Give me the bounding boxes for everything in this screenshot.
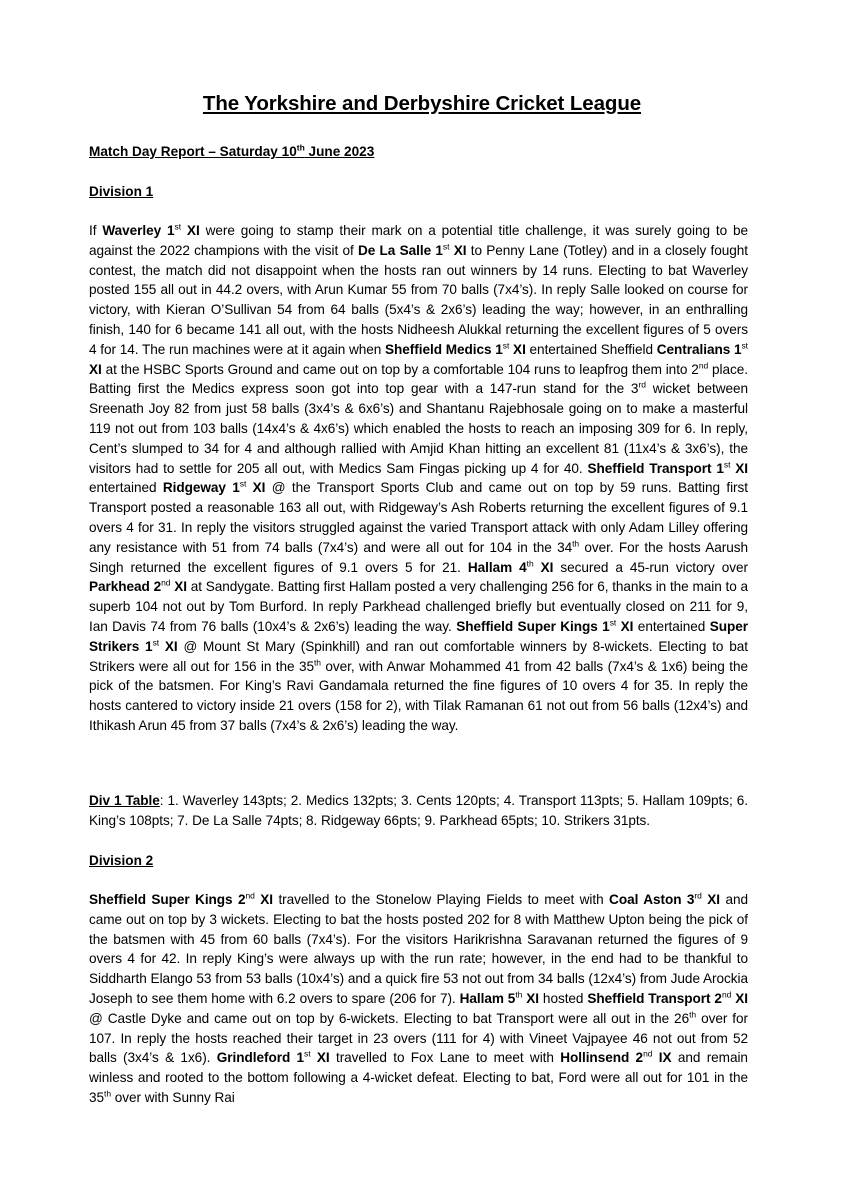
bold-team-name: XI	[730, 460, 748, 476]
ordinal-suffix: nd	[721, 989, 732, 1000]
bold-team-name: Sheffield Transport 2	[587, 990, 722, 1006]
report-text: travelled to Fox Lane to meet with	[329, 1050, 561, 1066]
ordinal-suffix: st	[502, 340, 510, 351]
division1-table-text: : 1. Waverley 143pts; 2. Medics 132pts; 3. Cents 120pts; 4. Transport 113pts; 5. Hallam 109pts; 6. King’s 108pts; 7. De La Salle 74pts; 8. Ridgeway 66pts; 9. Parkhead 65pts; 10. Strikers 31pts.	[89, 793, 748, 828]
bold-team-name: Grindleford 1	[216, 1050, 305, 1066]
bold-team-name: XI	[170, 579, 187, 595]
report-text: over with Sunny Rai	[111, 1089, 235, 1105]
ordinal-suffix: st	[304, 1048, 311, 1059]
bold-team-name: Hallam 5	[459, 990, 516, 1006]
report-text: were going to stamp their mark on a potential title challenge, it was surely going to be against the 2022 champions with the visit of	[89, 223, 748, 258]
ordinal-suffix: th	[515, 989, 523, 1000]
report-text: to Penny Lane (Totley) and in a closely fought contest, the match did not disappoint when the hosts ran out winners by 14 runs. Electing to bat Waverley posted 155 all out in 44.2 overs, with Arun Kumar 55 from 70 balls (7x4’s). In reply Salle looked on course for victory, with Kieran O’Sullivan 54 from 64 balls (5x4’s & 2x6’s) leading the way; however, in an enthralling finish, 140 for 6 became 141 all out, with the hosts Nidheesh Alukkal returning the excellent figures of 5 overs 4 for 14. The run machines were at it again when	[89, 242, 748, 357]
ordinal-suffix: th	[572, 538, 580, 549]
ordinal-suffix: nd	[643, 1048, 653, 1059]
bold-team-name: XI	[310, 1050, 330, 1066]
bold-team-name: IX	[652, 1050, 672, 1066]
report-text: @ the Transport Sports Club and came out on top by 59 runs. Batting first Transport posted a reasonable 163 all out, with Ridgeway’s Ash Roberts returning the excellent figures of 9.1 overs 4 for 31. In reply the visitors struggled against the varied Transport attack with only Adam Lilley offering any resistance with 51 from 74 balls (7x4’s) and were all out for 104 in the 34	[89, 480, 748, 555]
report-text: over, with Anwar Mohammed 41 from 42 balls (7x4’s & 1x6) being the pick of the batsmen. For King’s Ravi Gandamala returned the fine figures of 10 overs 4 for 35. In reply the hosts cantered to victory inside 21 overs (158 for 2), with Tilak Ramanan 61 not out from 56 balls (12x4’s) and Ithikash Arun 45 from 37 balls (7x4’s & 2x6’s) leading the way.	[89, 658, 748, 733]
bold-team-name: XI	[701, 892, 721, 907]
ordinal-suffix: nd	[698, 360, 709, 371]
ordinal-suffix: rd	[694, 890, 702, 901]
report-text: If	[89, 223, 103, 238]
report-text: at the HSBC Sports Ground and came out on top by a comfortable 104 runs to leapfrog them into 2	[101, 361, 699, 377]
report-text: over. For the hosts Aarush Singh returned the excellent figures of 9.1 overs 5 for 21.	[89, 539, 748, 575]
report-text: hosted	[539, 990, 588, 1006]
ordinal-suffix: st	[741, 340, 748, 351]
bold-team-name: Sheffield Super Kings 1	[456, 618, 610, 634]
ordinal-suffix: st	[609, 617, 617, 628]
bold-team-name: XI	[522, 990, 539, 1006]
ordinal-suffix: th	[526, 558, 534, 569]
report-text: wicket between Sreenath Joy 82 from just 58 balls (3x4’s & 6x6’s) and Shantanu Rajebhosale going on to make a masterful 119 not out from 103 balls (14x4’s & 4x6’s) which enabled the hosts to reach an imposing 309 for 6. In reply, Cent’s slumped to 34 for 4 and although rallied with Amjid Khan hitting an excellent 81 (11x4’s & 3x6’s), the visitors had to settle for 205 all out, with Medics Sam Fingas picking up 4 for 40.	[89, 381, 748, 476]
division1-table-label: Div 1 Table	[89, 793, 160, 808]
bold-team-name: XI	[449, 242, 467, 258]
bold-team-name: XI	[509, 341, 526, 357]
bold-team-name: XI	[159, 638, 178, 654]
bold-team-name: XI	[254, 892, 274, 907]
report-text: and remain winless and rooted to the bottom following a 4-wicket defeat. Electing to bat, Ford were all out for 101 in the 35	[89, 1050, 748, 1105]
report-text: place. Batting first the Medics express soon got into top gear with a 147-run stand for the 3	[89, 361, 749, 397]
ordinal-suffix: th	[313, 657, 321, 667]
bold-team-name: XI	[616, 618, 634, 634]
ordinal-suffix: st	[152, 637, 160, 648]
bold-team-name: Centralians 1	[656, 341, 742, 357]
bold-team-name: Coal Aston 3	[609, 892, 695, 907]
bold-team-name: XI	[181, 223, 200, 238]
report-heading	[89, 142, 374, 162]
report-text: at Sandygate. Batting first Hallam posted a very challenging 256 for 6, thanks in the main to a superb 104 not out by Tom Burford. In reply Parkhead challenged briefly but eventually closed on 211 for 9, Ian Davis 74 from 76 balls (10x4’s & 2x6’s) leading the way.	[89, 579, 748, 634]
bold-team-name: Parkhead 2	[89, 579, 162, 595]
division1-table	[89, 791, 748, 831]
ordinal-suffix: th	[689, 1009, 697, 1020]
report-text: entertained	[633, 618, 710, 634]
report-text: and came out on top by 3 wickets. Electing to bat the hosts posted 202 for 8 with Matthew Upton being the pick of the batsmen with 45 from 60 balls (7x4’s). For the visitors Harikrishna Saravanan returned the figures of 9 overs 4 for 42. In reply King’s were always up with the run rate; however, in the end had to be thankful to Siddharth Elango 53 from 53 balls (10x4’s) and a quick fire 53 not out from 34 balls (12x4’s) from Jude Arockia Joseph to see them home with 6.2 overs to spare (206 for 7).	[89, 892, 748, 1006]
division2-heading: Division 2	[89, 853, 154, 868]
report-text: travelled to the Stonelow Playing Fields to meet with	[273, 892, 610, 907]
bold-team-name: XI	[731, 990, 748, 1006]
report-heading-suffix: June 2023	[304, 144, 375, 159]
ordinal-suffix: th	[104, 1088, 112, 1099]
report-text: entertained Sheffield	[525, 341, 657, 357]
bold-team-name: Sheffield Super Kings 2	[89, 892, 246, 907]
bold-team-name: De La Salle 1	[357, 242, 443, 258]
bold-team-name: Super Strikers 1	[89, 618, 748, 654]
bold-team-name: Waverley 1	[102, 223, 175, 238]
ordinal-suffix: st	[239, 478, 247, 489]
ordinal-suffix: st	[174, 221, 182, 232]
division2-report	[89, 890, 748, 1108]
ordinal-suffix: nd	[245, 890, 255, 901]
ordinal-suffix: nd	[161, 577, 171, 588]
division1-report	[89, 221, 748, 736]
bold-team-name: Hollinsend 2	[560, 1050, 644, 1066]
bold-team-name: Sheffield Transport 1	[587, 460, 724, 476]
page-title: The Yorkshire and Derbyshire Cricket League	[202, 92, 642, 115]
ordinal-suffix: st	[442, 241, 450, 252]
report-text: over for 107. In reply the hosts reached their target in 23 overs (111 for 4) with Vineet Vajpayee 46 not out from 52 balls (3x4’s & 1x6).	[89, 1010, 748, 1066]
report-heading-sup: th	[296, 142, 305, 153]
bold-team-name: XI	[89, 361, 102, 377]
report-text: @ Castle Dyke and came out on top by 6-wickets. Electing to bat Transport were all out in the 26	[89, 1010, 690, 1026]
report-heading-prefix: Match Day Report – Saturday 10	[89, 144, 297, 159]
bold-team-name: Sheffield Medics 1	[385, 341, 503, 357]
division1-heading: Division 1	[89, 184, 154, 199]
ordinal-suffix: rd	[638, 379, 646, 390]
report-text: @ Mount St Mary (Spinkhill) and ran out comfortable winners by 8-wickets. Electing to bat Strikers were all out for 156 in the 35	[89, 638, 748, 674]
bold-team-name: XI	[533, 559, 554, 575]
bold-team-name: Ridgeway 1	[162, 480, 240, 496]
ordinal-suffix: st	[723, 459, 731, 470]
bold-team-name: XI	[246, 480, 266, 496]
bold-team-name: Hallam 4	[467, 559, 527, 575]
report-text: entertained	[89, 480, 163, 496]
report-text: secured a 45-run victory over	[553, 559, 748, 575]
